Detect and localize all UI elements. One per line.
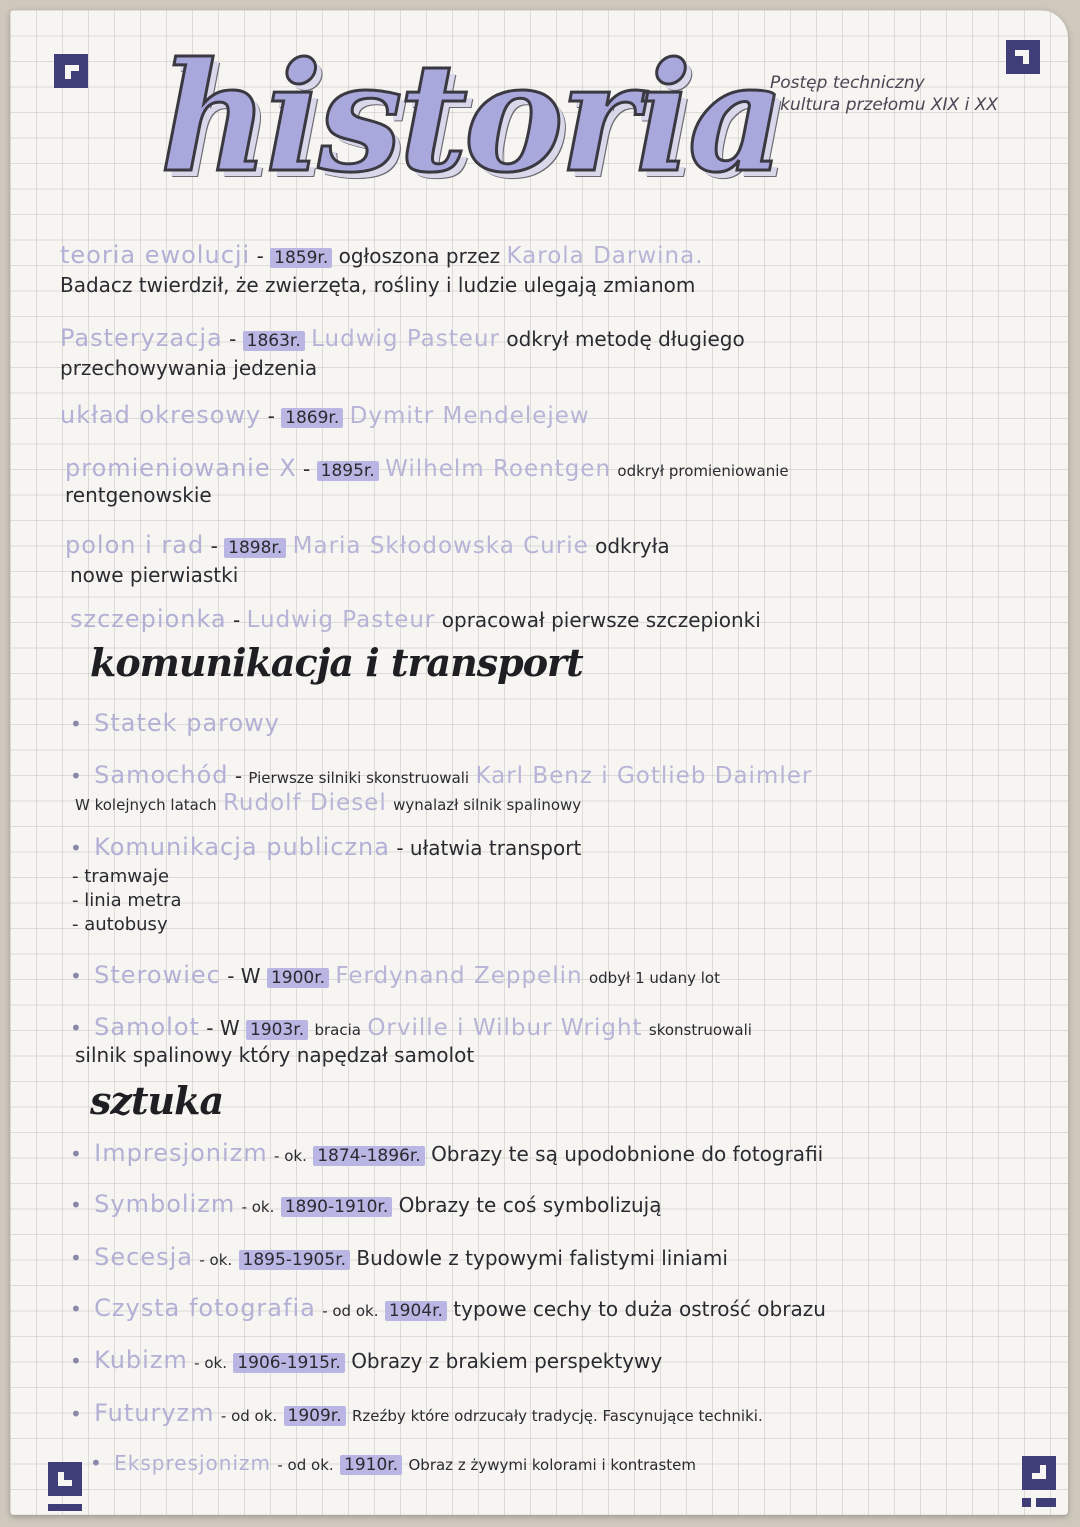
corner-square-icon xyxy=(1022,1498,1031,1507)
note-entry xyxy=(65,532,670,561)
bullet-icon: • xyxy=(70,1297,82,1321)
note-text: W xyxy=(240,964,261,988)
corner-marker-bottom-left-icon xyxy=(48,1462,82,1496)
term: polon i rad xyxy=(65,531,205,559)
date-highlight: 1890-1910r. xyxy=(281,1197,393,1217)
list-item xyxy=(70,1191,661,1220)
person-name: Ferdynand Zeppelin xyxy=(335,963,583,989)
person-name: Ludwig Pasteur xyxy=(246,607,436,633)
date-highlight: 1895-1905r. xyxy=(239,1250,351,1270)
subtitle-line: i kultura przełomu XIX i XX xyxy=(770,95,999,115)
note-entry xyxy=(60,402,590,431)
sub-list-item: - linia metra xyxy=(72,890,182,911)
corner-marker-bottom-right-icon xyxy=(1022,1456,1056,1490)
bullet-icon: • xyxy=(70,764,82,788)
sub-list xyxy=(72,865,181,937)
term: Statek parowy xyxy=(94,709,281,737)
person-name: Maria Skłodowska Curie xyxy=(292,533,589,559)
note-text: Rzeźby które odrzucały tradycję. Fascynujące techniki. xyxy=(352,1407,763,1425)
bullet-icon: • xyxy=(70,1193,82,1217)
person-name: Karl Benz i Gotlieb Daimler xyxy=(475,763,813,789)
list-item xyxy=(70,1140,823,1169)
sub-list-item: - tramwaje xyxy=(72,866,170,887)
note-text: odkryła xyxy=(595,534,670,558)
bullet-icon: • xyxy=(70,1142,82,1166)
bullet-icon: • xyxy=(70,1402,82,1426)
note-text: - ok. xyxy=(199,1251,233,1269)
page-title: historia xyxy=(160,30,782,206)
date-highlight: 1859r. xyxy=(270,248,332,268)
person-name: Rudolf Diesel xyxy=(222,790,387,816)
corner-marker-top-right-icon xyxy=(1006,40,1040,74)
date-highlight: 1903r. xyxy=(246,1020,308,1040)
note-text: rentgenowskie xyxy=(65,483,212,507)
list-item xyxy=(90,1450,696,1478)
note-text: Obrazy te są upodobnione do fotografii xyxy=(431,1142,824,1166)
subtitle-line: Postęp techniczny xyxy=(770,73,925,93)
bullet-icon: • xyxy=(90,1451,102,1475)
bullet-icon: • xyxy=(70,1349,82,1373)
note-text: wynalazł silnik spalinowy xyxy=(393,796,582,814)
note-text: Badacz twierdził, że zwierzęta, rośliny i ludzie ulegają zmianom xyxy=(60,273,696,297)
term: Samolot xyxy=(94,1013,200,1041)
date-highlight: 1869r. xyxy=(281,408,343,428)
separator: - xyxy=(303,457,311,481)
date-highlight: 1906-1915r. xyxy=(233,1353,345,1373)
note-text: przechowywania jedzenia xyxy=(60,356,318,380)
separator: - xyxy=(267,404,275,428)
term: układ okresowy xyxy=(60,401,262,429)
note-text: - ok. xyxy=(194,1354,227,1372)
note-text: - ok. xyxy=(241,1198,275,1216)
date-highlight: 1904r. xyxy=(385,1301,447,1321)
note-text: skonstruowali xyxy=(648,1021,752,1039)
notebook-page xyxy=(10,10,1068,1515)
note-text: ogłoszona przez xyxy=(338,244,501,268)
note-text: typowe cechy to duża ostrość obrazu xyxy=(453,1297,826,1321)
term: Kubizm xyxy=(94,1346,188,1374)
bullet-icon: • xyxy=(70,964,82,988)
list-item xyxy=(70,1347,662,1376)
note-text: silnik spalinowy który napędzał samolot xyxy=(75,1043,475,1067)
term: Impresjonizm xyxy=(94,1139,268,1167)
list-item xyxy=(70,962,720,991)
note-entry xyxy=(60,242,704,271)
term: teoria ewolucji xyxy=(60,241,251,269)
list-item xyxy=(70,1400,763,1429)
note-text: Budowle z typowymi falistymi liniami xyxy=(356,1246,728,1270)
section-heading-transport: komunikacja i transport xyxy=(90,640,583,685)
bullet-icon: • xyxy=(70,1016,82,1040)
note-text: bracia xyxy=(314,1021,361,1039)
date-highlight: 1909r. xyxy=(284,1406,346,1426)
note-text: opracował pierwsze szczepionki xyxy=(441,608,761,632)
note-text: W xyxy=(219,1016,240,1040)
person-name: Dymitr Mendelejew xyxy=(349,403,590,429)
note-entry xyxy=(70,606,761,633)
list-item xyxy=(70,1244,728,1273)
date-highlight: 1900r. xyxy=(267,968,329,988)
term: Samochód xyxy=(94,761,229,789)
note-text: odkrył metodę długiego xyxy=(506,327,745,351)
date-highlight: 1910r. xyxy=(340,1455,402,1475)
note-text: - ok. xyxy=(274,1147,307,1165)
separator: - xyxy=(396,836,404,860)
term: Secesja xyxy=(94,1243,193,1271)
note-entry xyxy=(75,790,581,818)
sub-list-item: - autobusy xyxy=(72,914,168,935)
separator: - xyxy=(206,1016,214,1040)
list-item xyxy=(70,710,280,737)
note-entry xyxy=(60,325,745,354)
separator: - xyxy=(233,608,241,632)
note-text: ułatwia transport xyxy=(409,836,582,860)
term: szczepionka xyxy=(70,605,227,633)
list-item xyxy=(70,1295,826,1324)
person-name: Karola Darwina. xyxy=(506,243,704,269)
note-text: Obrazy z brakiem perspektywy xyxy=(351,1349,663,1373)
person-name: Orville i Wilbur Wright xyxy=(367,1015,643,1041)
note-text: - od ok. xyxy=(322,1302,379,1320)
separator: - xyxy=(234,764,243,788)
person-name: Wilhelm Roentgen xyxy=(385,456,612,482)
date-highlight: 1895r. xyxy=(317,461,379,481)
term: Pasteryzacja xyxy=(60,324,223,352)
date-highlight: 1863r. xyxy=(243,331,305,351)
note-entry xyxy=(65,455,789,484)
note-text: Pierwsze silniki skonstruowali xyxy=(248,769,470,787)
list-item xyxy=(70,834,581,861)
separator: - xyxy=(256,244,264,268)
term: Symbolizm xyxy=(94,1190,236,1218)
separator: - xyxy=(210,534,218,558)
note-text: odkrył promieniowanie xyxy=(617,462,789,480)
term: Futuryzm xyxy=(94,1399,215,1427)
term: promieniowanie X xyxy=(65,454,297,482)
separator: - xyxy=(229,327,237,351)
note-text: odbył 1 udany lot xyxy=(588,969,720,987)
note-text: - od ok. xyxy=(277,1456,334,1474)
corner-square-icon xyxy=(1036,1498,1056,1507)
separator: - xyxy=(227,964,235,988)
page-subtitle xyxy=(770,72,998,116)
note-text: Obraz z żywymi kolorami i kontrastem xyxy=(408,1456,697,1474)
note-text: Obrazy te coś symbolizują xyxy=(398,1193,662,1217)
corner-bar-icon xyxy=(48,1504,82,1511)
bullet-icon: • xyxy=(70,836,82,860)
note-text: nowe pierwiastki xyxy=(70,563,239,587)
list-item xyxy=(70,762,812,791)
section-heading-art: sztuka xyxy=(90,1078,224,1123)
term: Sterowiec xyxy=(94,961,221,989)
note-text: - od ok. xyxy=(220,1407,278,1425)
corner-marker-top-left-icon xyxy=(54,54,88,88)
term: Czysta fotografia xyxy=(94,1294,316,1322)
bullet-icon: • xyxy=(70,1246,82,1270)
note-text: W kolejnych latach xyxy=(75,796,217,814)
date-highlight: 1874-1896r. xyxy=(313,1146,425,1166)
term: Komunikacja publiczna xyxy=(94,833,390,861)
list-item xyxy=(70,1014,752,1043)
person-name: Ludwig Pasteur xyxy=(311,326,500,352)
term: Ekspresjonizm xyxy=(114,1451,272,1475)
date-highlight: 1898r. xyxy=(224,538,286,558)
bullet-icon: • xyxy=(70,712,82,736)
